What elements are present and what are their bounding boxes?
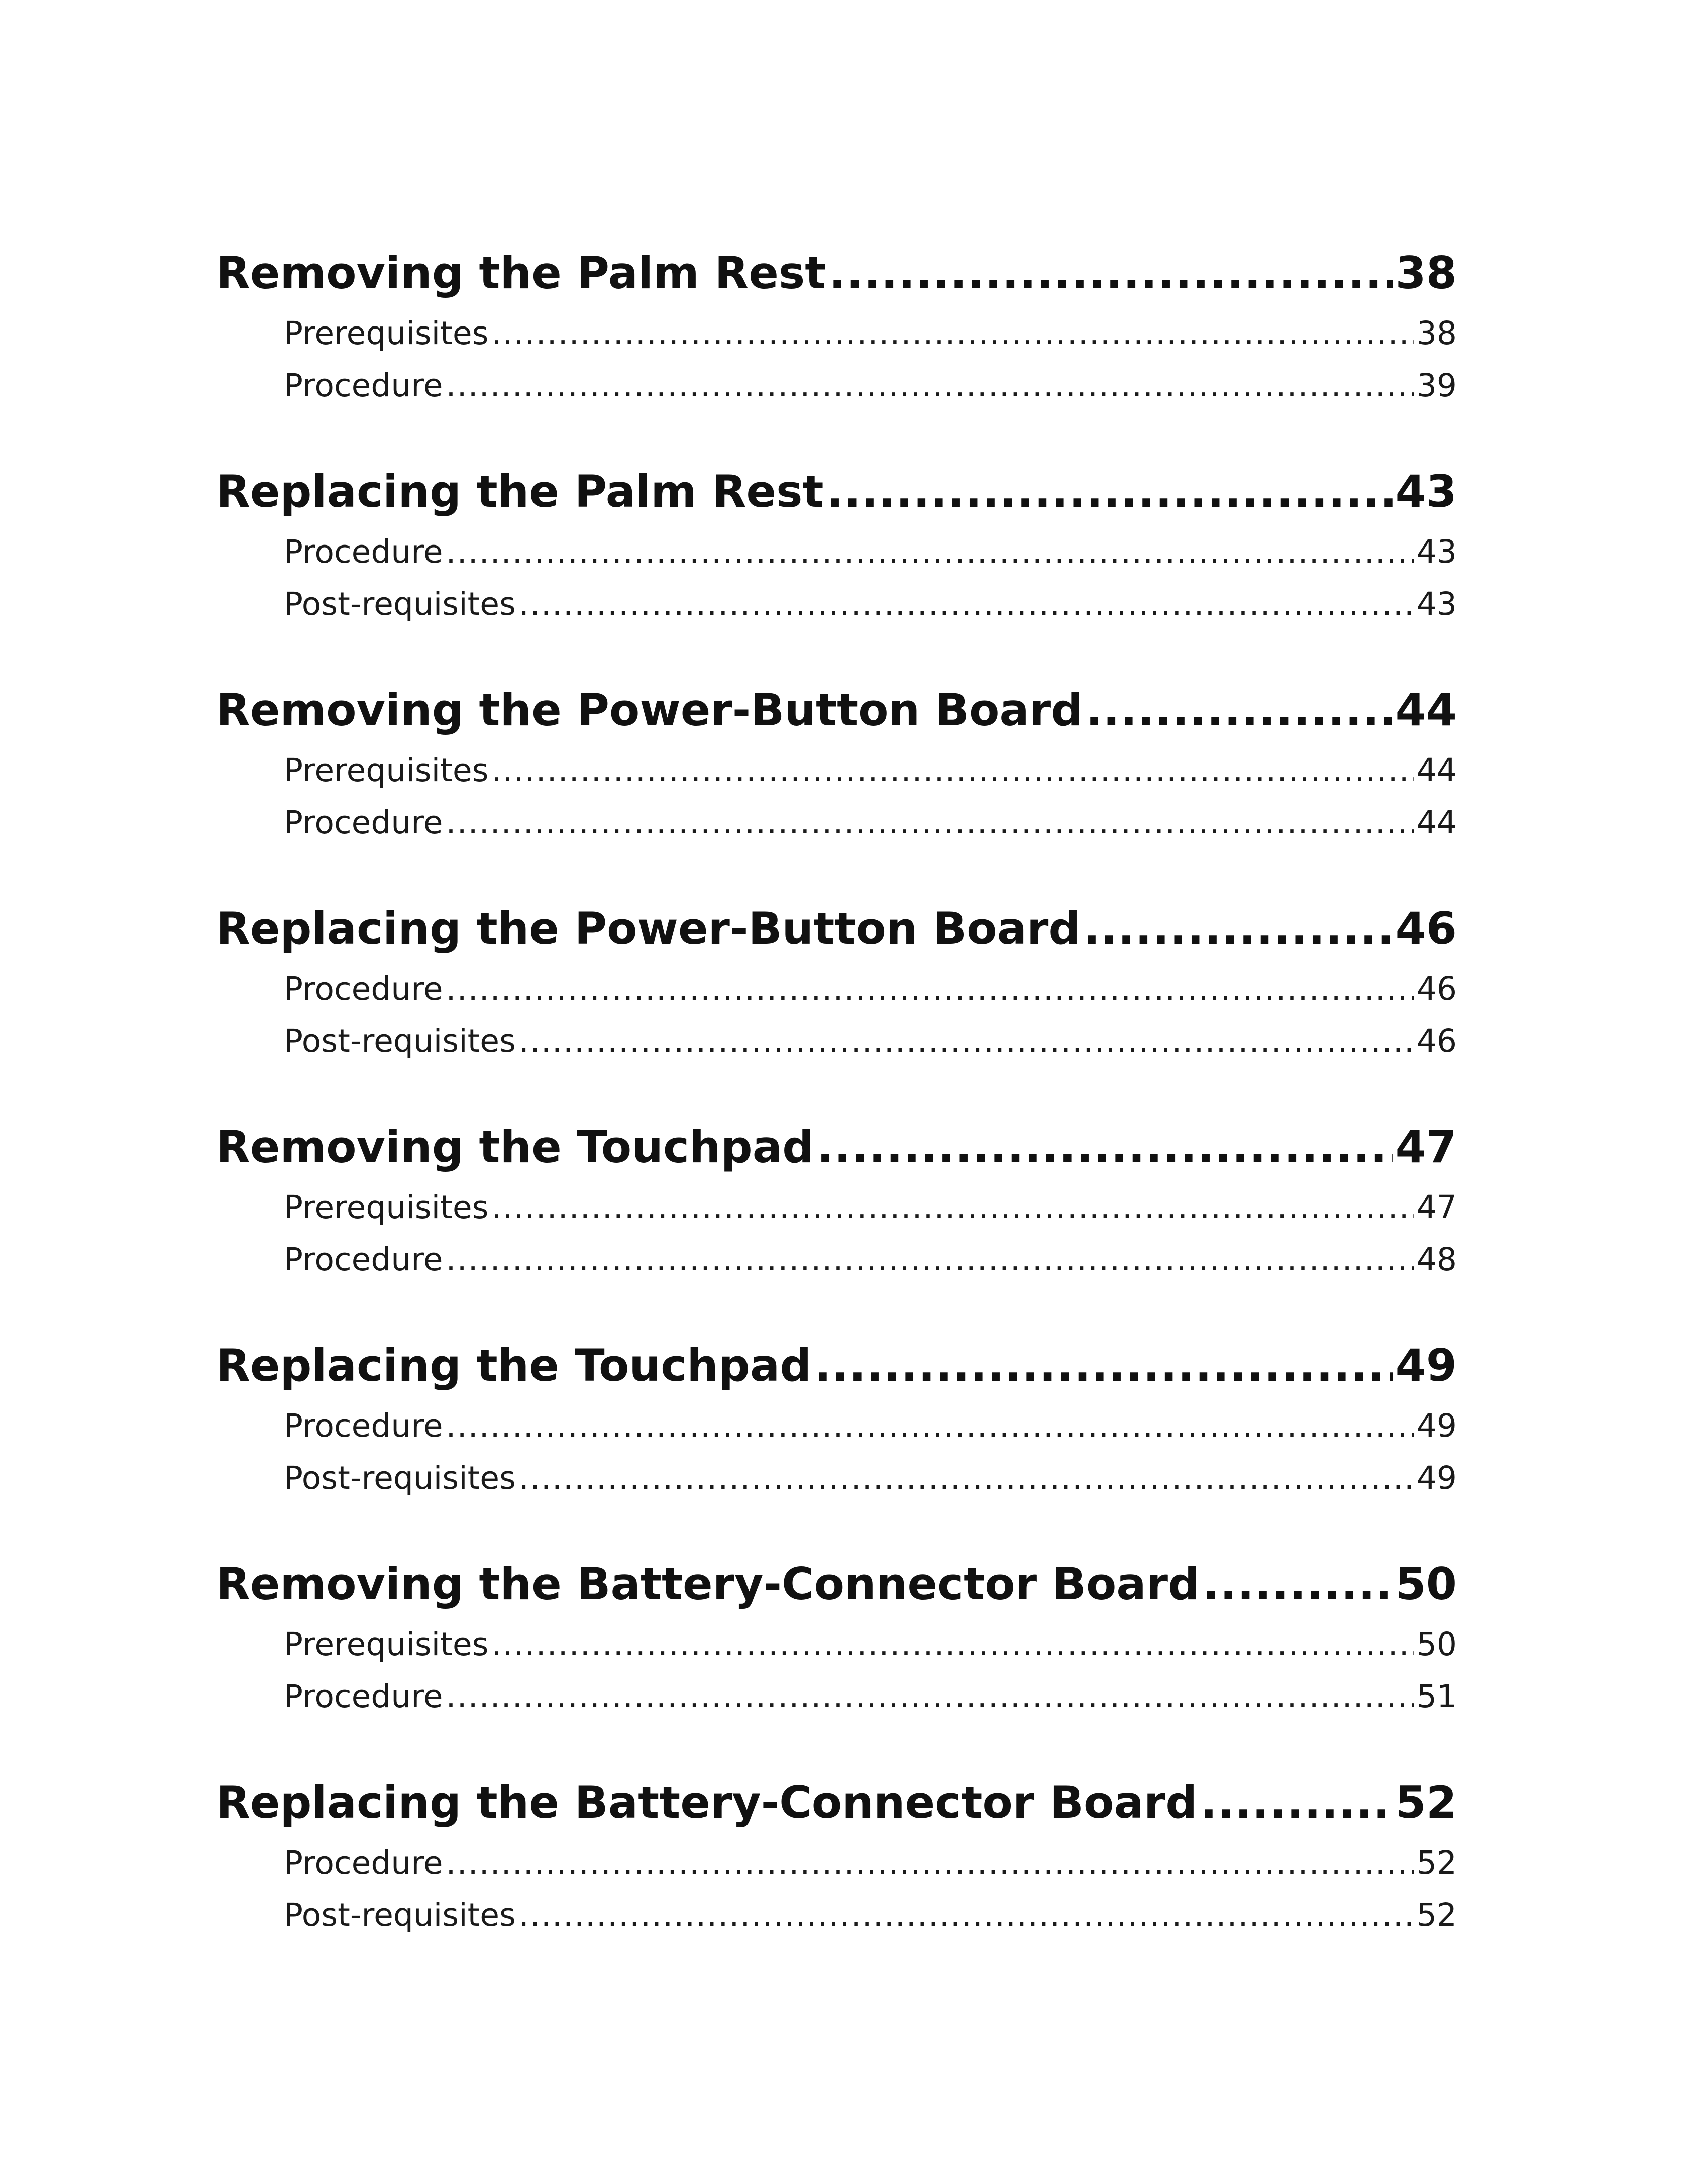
toc-section [216, 897, 1457, 1067]
toc-page-number[interactable]: 49 [1395, 1340, 1457, 1391]
toc-subentry-label[interactable]: Prerequisites [284, 1189, 489, 1226]
dot-leader [1086, 678, 1392, 742]
dot-leader [1203, 1552, 1392, 1616]
toc-heading-title[interactable]: Removing the Touchpad [216, 1121, 814, 1173]
toc-heading-entry[interactable] [216, 1115, 1457, 1179]
dot-leader [814, 1334, 1392, 1398]
toc-subentry-label[interactable]: Prerequisites [284, 1626, 489, 1663]
toc-section [216, 678, 1457, 849]
toc-heading-title[interactable]: Removing the Power-Button Board [216, 684, 1083, 736]
toc-heading-entry[interactable] [216, 897, 1457, 961]
toc-subentry-label[interactable]: Procedure [284, 804, 443, 841]
toc-subentry[interactable] [216, 1015, 1457, 1067]
toc-subentry[interactable] [216, 1181, 1457, 1234]
toc-page-number[interactable]: 48 [1416, 1241, 1457, 1278]
toc-subentry[interactable] [216, 963, 1457, 1015]
dot-leader [491, 307, 1413, 360]
toc-subentry-label[interactable]: Procedure [284, 1241, 443, 1278]
toc-page-number[interactable]: 38 [1416, 315, 1457, 352]
toc-subentry[interactable] [216, 1400, 1457, 1452]
toc-heading-entry[interactable] [216, 241, 1457, 305]
toc-subentry[interactable] [216, 1837, 1457, 1889]
dot-leader [519, 1889, 1414, 1941]
toc-heading-entry[interactable] [216, 678, 1457, 742]
toc-section [216, 1552, 1457, 1723]
dot-leader [491, 1618, 1413, 1671]
toc-heading-title[interactable]: Replacing the Palm Rest [216, 466, 824, 517]
dot-leader [817, 1115, 1392, 1179]
toc-heading-title[interactable]: Replacing the Power-Button Board [216, 903, 1081, 954]
dot-leader [446, 360, 1414, 412]
dot-leader [491, 744, 1413, 797]
toc-subentry[interactable] [216, 1618, 1457, 1671]
toc-page-number[interactable]: 50 [1416, 1626, 1457, 1663]
toc-subentry-label[interactable]: Procedure [284, 1844, 443, 1881]
dot-leader [446, 526, 1414, 578]
dot-leader [1083, 897, 1392, 961]
toc-page-number[interactable]: 51 [1416, 1678, 1457, 1715]
toc-subentry-label[interactable]: Post-requisites [284, 1460, 516, 1496]
toc-subentry-label[interactable]: Prerequisites [284, 752, 489, 789]
toc-subentry[interactable] [216, 360, 1457, 412]
toc-page-number[interactable]: 46 [1416, 970, 1457, 1007]
toc-heading-entry[interactable] [216, 1334, 1457, 1398]
page-footer [0, 2170, 603, 2175]
toc-page-number[interactable]: 46 [1416, 1023, 1457, 1059]
toc-page-number[interactable]: 50 [1395, 1558, 1457, 1610]
toc-page-number[interactable]: 44 [1416, 804, 1457, 841]
toc-subentry-label[interactable]: Post-requisites [284, 1897, 516, 1933]
dot-leader [446, 1400, 1414, 1452]
toc-subentry[interactable] [216, 1234, 1457, 1286]
dot-leader [1200, 1771, 1392, 1835]
toc-subentry[interactable] [216, 526, 1457, 578]
toc-subentry[interactable] [216, 1889, 1457, 1941]
toc-heading-title[interactable]: Removing the Battery-Connector Board [216, 1558, 1200, 1610]
toc-section [216, 1771, 1457, 1941]
toc-heading-title[interactable]: Removing the Palm Rest [216, 247, 826, 299]
toc-heading-entry[interactable] [216, 1771, 1457, 1835]
table-of-contents [216, 241, 1457, 1989]
toc-subentry[interactable] [216, 797, 1457, 849]
toc-subentry-label[interactable]: Procedure [284, 970, 443, 1007]
dot-leader [827, 460, 1393, 524]
toc-page-number[interactable]: 52 [1395, 1777, 1457, 1828]
toc-section [216, 1334, 1457, 1504]
dot-leader [519, 1015, 1414, 1067]
toc-page-number[interactable]: 43 [1416, 533, 1457, 570]
toc-page-number[interactable]: 49 [1416, 1407, 1457, 1444]
toc-page-number[interactable]: 44 [1416, 752, 1457, 789]
toc-subentry-label[interactable]: Procedure [284, 1678, 443, 1715]
toc-subentry[interactable] [216, 578, 1457, 630]
toc-page-number[interactable]: 49 [1416, 1460, 1457, 1496]
dot-leader [446, 797, 1414, 849]
toc-subentry[interactable] [216, 307, 1457, 360]
toc-page-number[interactable]: 47 [1395, 1121, 1457, 1173]
toc-subentry-label[interactable]: Procedure [284, 1407, 443, 1444]
toc-section [216, 241, 1457, 412]
toc-subentry[interactable] [216, 1671, 1457, 1723]
toc-subentry-label[interactable]: Prerequisites [284, 315, 489, 352]
toc-page-number[interactable]: 43 [1416, 586, 1457, 622]
toc-heading-title[interactable]: Replacing the Battery-Connector Board [216, 1777, 1198, 1828]
dot-leader [829, 241, 1392, 305]
toc-section [216, 460, 1457, 630]
dot-leader [446, 963, 1414, 1015]
toc-heading-entry[interactable] [216, 1552, 1457, 1616]
toc-heading-entry[interactable] [216, 460, 1457, 524]
toc-subentry[interactable] [216, 744, 1457, 797]
toc-section [216, 1115, 1457, 1286]
dot-leader [519, 1452, 1414, 1504]
dot-leader [446, 1837, 1414, 1889]
toc-subentry-label[interactable]: Post-requisites [284, 586, 516, 622]
toc-subentry[interactable] [216, 1452, 1457, 1504]
toc-page-number[interactable]: 39 [1416, 367, 1457, 404]
dot-leader [446, 1671, 1414, 1723]
toc-page-number[interactable]: 47 [1416, 1189, 1457, 1226]
toc-page-number[interactable]: 43 [1395, 466, 1457, 517]
toc-page-number[interactable]: 46 [1395, 903, 1457, 954]
toc-page-number[interactable]: 52 [1416, 1844, 1457, 1881]
toc-subentry-label[interactable]: Post-requisites [284, 1023, 516, 1059]
dot-leader [491, 1181, 1413, 1234]
toc-page-number[interactable]: 38 [1395, 247, 1457, 299]
toc-heading-title[interactable]: Replacing the Touchpad [216, 1340, 812, 1391]
toc-page-number[interactable]: 44 [1395, 684, 1457, 736]
dot-leader [446, 1234, 1414, 1286]
dot-leader [519, 578, 1414, 630]
toc-subentry-label[interactable]: Procedure [284, 533, 443, 570]
toc-subentry-label[interactable]: Procedure [284, 367, 443, 404]
toc-page-number[interactable]: 52 [1416, 1897, 1457, 1933]
